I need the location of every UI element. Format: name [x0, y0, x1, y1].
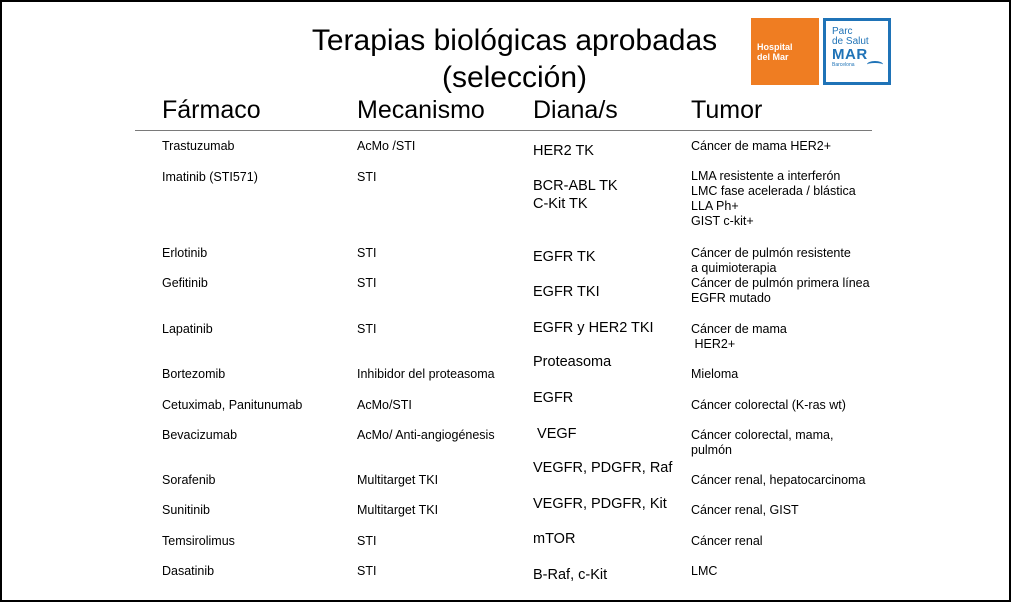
- tumor-line: Cáncer colorectal (K-ras wt): [691, 398, 846, 412]
- target-line: BCR-ABL TK: [533, 178, 618, 194]
- hospital-logo-line-2: del Mar: [757, 51, 789, 62]
- target-line: EGFR TK: [533, 249, 596, 265]
- target-line: mTOR: [533, 531, 576, 547]
- drug-cell: Dasatinib: [162, 564, 215, 578]
- drug-cell: Bortezomib: [162, 367, 226, 381]
- mechanism-cell: AcMo/ Anti-angiogénesis: [357, 428, 495, 442]
- tumor-cell: [691, 322, 787, 352]
- tumor-line: LMC: [691, 564, 718, 578]
- title-line-1: Terapias biológicas aprobadas: [311, 24, 718, 57]
- drug-cell: Trastuzumab: [162, 139, 235, 153]
- header-divider: [135, 130, 872, 131]
- target-cell: [533, 389, 573, 407]
- target-line: EGFR: [533, 390, 574, 406]
- mechanism-cell: STI: [357, 564, 377, 578]
- tumor-cell: [691, 367, 738, 382]
- drug-cell: Sunitinib: [162, 503, 210, 517]
- tumor-line: GIST c-kit+: [691, 214, 754, 228]
- tumor-line: LMA resistente a interferón: [691, 169, 841, 183]
- drug-cell: Temsirolimus: [162, 534, 235, 548]
- tumor-line: Cáncer de mama HER2+: [691, 139, 831, 153]
- tumor-line: Mieloma: [691, 367, 739, 381]
- mechanism-cell: STI: [357, 534, 377, 548]
- tumor-line: EGFR mutado: [691, 291, 771, 305]
- target-cell: [533, 425, 577, 443]
- mechanism-cell: STI: [357, 246, 377, 260]
- tumor-cell: [691, 428, 833, 458]
- drug-cell: Lapatinib: [162, 322, 213, 336]
- mechanism-cell: AcMo/STI: [357, 398, 412, 412]
- tumor-cell: [691, 398, 846, 413]
- tumor-line: Cáncer de mama: [691, 322, 787, 336]
- tumor-cell: [691, 276, 870, 306]
- target-cell: [533, 566, 607, 584]
- drug-cell: Imatinib (STI571): [162, 170, 258, 184]
- header-mechanism: Mecanismo: [357, 96, 485, 124]
- tumor-line: Cáncer de pulmón resistente: [691, 246, 851, 260]
- tumor-cell: [691, 473, 865, 488]
- tumor-line: LLA Ph+: [691, 199, 739, 213]
- drug-cell: Sorafenib: [162, 473, 216, 487]
- target-line: HER2 TK: [533, 143, 594, 159]
- target-line: C-Kit TK: [533, 196, 588, 212]
- drug-cell: Bevacizumab: [162, 428, 238, 442]
- mechanism-cell: Multitarget TKI: [357, 473, 439, 487]
- target-line: VEGFR, PDGFR, Kit: [533, 496, 667, 512]
- tumor-line: Cáncer colorectal, mama,: [691, 428, 834, 442]
- parc-logo-line-1: Parc: [832, 26, 853, 37]
- target-cell: [533, 177, 618, 213]
- mechanism-cell: AcMo /STI: [357, 139, 416, 153]
- tumor-cell: [691, 534, 763, 549]
- wave-icon: [867, 61, 883, 68]
- drug-cell: Cetuximab, Panitunumab: [162, 398, 303, 412]
- mechanism-cell: STI: [357, 322, 377, 336]
- drug-cell: Erlotinib: [162, 246, 208, 260]
- parc-logo-line-4: Barcelona: [832, 62, 855, 68]
- mechanism-cell: STI: [357, 276, 377, 290]
- header-target: Diana/s: [533, 96, 618, 124]
- parc-logo-line-3: MAR: [832, 46, 868, 63]
- tumor-line: Cáncer de pulmón primera línea: [691, 276, 870, 290]
- target-cell: [533, 248, 596, 266]
- title-line-2: (selección): [441, 61, 588, 94]
- target-cell: [533, 283, 600, 301]
- mechanism-cell: STI: [357, 170, 377, 184]
- drug-cell: Gefitinib: [162, 276, 208, 290]
- tumor-cell: [691, 139, 831, 154]
- tumor-line: Cáncer renal, hepatocarcinoma: [691, 473, 866, 487]
- target-cell: [533, 353, 611, 371]
- parc-de-salut-mar-logo: [823, 18, 891, 85]
- tumor-cell: [691, 169, 856, 229]
- tumor-line: Cáncer renal: [691, 534, 763, 548]
- target-cell: [533, 319, 654, 337]
- mechanism-cell: Inhibidor del proteasoma: [357, 367, 495, 381]
- target-cell: [533, 459, 672, 477]
- slide-title: [262, 22, 767, 96]
- target-line: Proteasoma: [533, 354, 612, 370]
- tumor-cell: [691, 246, 851, 276]
- target-line: VEGFR, PDGFR, Raf: [533, 460, 673, 476]
- target-line: EGFR TKI: [533, 284, 600, 300]
- tumor-line: Cáncer renal, GIST: [691, 503, 799, 517]
- tumor-cell: [691, 564, 717, 579]
- tumor-line: HER2+: [691, 337, 736, 351]
- target-cell: [533, 530, 575, 548]
- tumor-line: a quimioterapia: [691, 261, 777, 275]
- target-line: EGFR y HER2 TKI: [533, 320, 654, 336]
- target-line: VEGF: [533, 426, 577, 442]
- header-tumor: Tumor: [691, 96, 763, 124]
- target-cell: [533, 142, 594, 160]
- hospital-logo-line-1: Hospital: [757, 41, 793, 52]
- tumor-line: pulmón: [691, 443, 732, 457]
- mechanism-cell: Multitarget TKI: [357, 503, 439, 517]
- target-cell: [533, 495, 667, 513]
- target-line: B-Raf, c-Kit: [533, 567, 608, 583]
- header-drug: Fármaco: [162, 96, 261, 124]
- tumor-line: LMC fase acelerada / blástica: [691, 184, 856, 198]
- hospital-del-mar-logo: [751, 18, 819, 85]
- parc-logo-line-2: de Salut: [832, 36, 869, 47]
- tumor-cell: [691, 503, 799, 518]
